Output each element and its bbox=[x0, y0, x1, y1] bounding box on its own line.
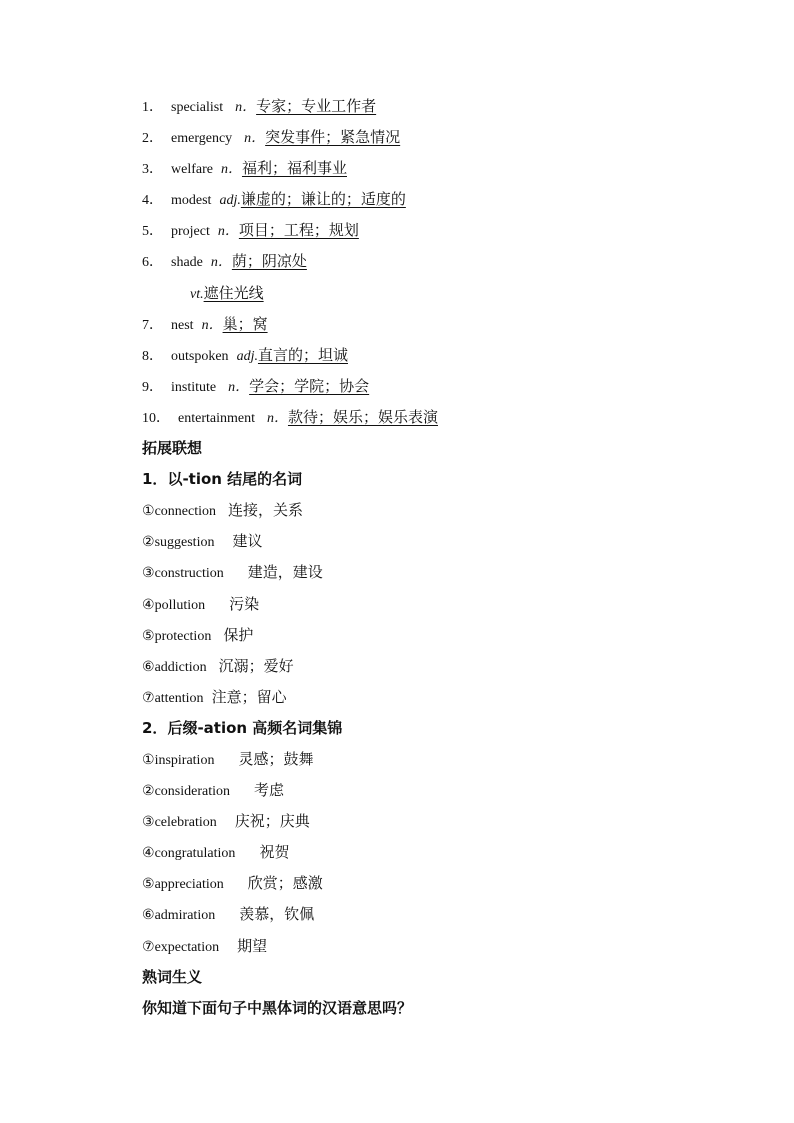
vocab-word: modest bbox=[171, 193, 212, 209]
list-word: addiction bbox=[154, 659, 207, 675]
list-item bbox=[142, 868, 742, 899]
item-mark: ⑤ bbox=[142, 877, 155, 893]
vocab-meaning: 福利；福利事业 bbox=[241, 159, 347, 178]
vocab-meaning: 直言的；坦诚 bbox=[257, 345, 348, 364]
list-word: attention bbox=[154, 690, 204, 706]
item-number: 1． bbox=[142, 100, 163, 115]
list-item bbox=[142, 931, 742, 962]
list-meaning: 期望 bbox=[237, 936, 268, 955]
item-mark: ⑦ bbox=[142, 939, 155, 955]
list-word: protection bbox=[154, 628, 212, 644]
group-number: 2． bbox=[142, 718, 168, 737]
item-number: 4． bbox=[142, 193, 163, 209]
vocab-word: specialist bbox=[171, 100, 224, 115]
vocab-word: welfare bbox=[171, 162, 213, 178]
list-word: appreciation bbox=[154, 877, 224, 893]
item-number: 9． bbox=[142, 379, 163, 395]
group-number: 1． bbox=[142, 470, 168, 489]
item-mark: ⑦ bbox=[142, 690, 155, 706]
vocab-item bbox=[142, 184, 742, 215]
item-mark: ① bbox=[142, 504, 155, 520]
part-of-speech: n． bbox=[201, 317, 223, 333]
vocab-meaning: 突发事件；紧急情况 bbox=[265, 128, 401, 147]
part-of-speech: n． bbox=[220, 162, 242, 178]
item-mark: ① bbox=[142, 752, 155, 768]
vocab-word: institute bbox=[171, 379, 217, 395]
item-mark: ④ bbox=[142, 846, 155, 862]
list-item bbox=[142, 589, 742, 620]
part-of-speech: n． bbox=[235, 100, 257, 115]
list-meaning: 庆祝；庆典 bbox=[234, 812, 310, 831]
vocab-word: outspoken bbox=[171, 348, 229, 364]
item-number: 8． bbox=[142, 348, 163, 364]
list-word: congratulation bbox=[154, 846, 236, 862]
vocab-meaning: 项目；工程；规划 bbox=[238, 221, 359, 240]
list-word: connection bbox=[154, 504, 216, 520]
list-item bbox=[142, 620, 742, 651]
vocab-meaning: 谦虚的；谦让的；适度的 bbox=[240, 190, 406, 209]
vocab-item bbox=[142, 340, 742, 371]
vocab-item bbox=[142, 371, 742, 402]
list-word: construction bbox=[154, 566, 224, 582]
group-title: 后缀-ation 高频名词集锦 bbox=[167, 718, 343, 737]
list-item bbox=[142, 526, 742, 557]
vocab-meaning: 荫；阴凉处 bbox=[231, 252, 307, 271]
vocab-meaning: 款待；娱乐；娱乐表演 bbox=[287, 407, 438, 426]
item-mark: ⑥ bbox=[142, 908, 155, 924]
list-item bbox=[142, 744, 742, 775]
vocab-item bbox=[142, 246, 742, 277]
part-of-speech: n． bbox=[266, 410, 288, 426]
item-number: 5． bbox=[142, 224, 163, 240]
vocab-meaning: 学会；学院；协会 bbox=[249, 376, 370, 395]
vocab-word: nest bbox=[171, 317, 194, 333]
vocab-item bbox=[142, 402, 742, 433]
list-meaning: 考虑 bbox=[253, 781, 284, 800]
item-number: 6． bbox=[142, 255, 163, 271]
list-meaning: 污染 bbox=[229, 594, 260, 613]
list-item bbox=[142, 775, 742, 806]
list-word: admiration bbox=[154, 908, 216, 924]
item-mark: ② bbox=[142, 784, 155, 800]
list-item bbox=[142, 806, 742, 837]
list-word: pollution bbox=[154, 597, 206, 613]
list-meaning: 建造，建设 bbox=[247, 563, 323, 582]
vocab-item bbox=[142, 91, 742, 122]
list-item bbox=[142, 837, 742, 868]
group-title: 以-tion 结尾的名词 bbox=[167, 470, 303, 489]
vocab-meaning: 巢；窝 bbox=[222, 314, 268, 333]
vocab-item bbox=[142, 122, 742, 153]
list-meaning: 沉溺；爱好 bbox=[218, 656, 294, 675]
list-meaning: 灵感；鼓舞 bbox=[238, 749, 314, 768]
part-of-speech: n． bbox=[217, 224, 239, 240]
group-heading bbox=[142, 464, 742, 495]
vocab-word: emergency bbox=[171, 131, 233, 147]
vocab-item-extra bbox=[142, 278, 742, 309]
section-heading-expand: 拓展联想 bbox=[142, 439, 203, 458]
item-number: 7． bbox=[142, 317, 163, 333]
item-mark: ② bbox=[142, 535, 155, 551]
vocab-word: project bbox=[171, 224, 210, 240]
vocab-meaning: 遮住光线 bbox=[203, 283, 264, 302]
list-word: celebration bbox=[154, 815, 217, 831]
question-text: 你知道下面句子中黑体词的汉语意思吗？ bbox=[142, 998, 413, 1017]
section-heading-familiar: 熟词生义 bbox=[142, 967, 203, 986]
vocab-word: shade bbox=[171, 255, 203, 271]
list-meaning: 祝贺 bbox=[259, 843, 290, 862]
list-word: inspiration bbox=[154, 752, 215, 768]
vocab-item bbox=[142, 309, 742, 340]
part-of-speech: n． bbox=[244, 131, 266, 147]
item-mark: ④ bbox=[142, 597, 155, 613]
part-of-speech: vt. bbox=[190, 286, 204, 302]
item-mark: ⑤ bbox=[142, 628, 155, 644]
list-meaning: 羡慕，钦佩 bbox=[239, 905, 315, 924]
list-item bbox=[142, 899, 742, 930]
list-meaning: 保护 bbox=[223, 625, 254, 644]
list-item bbox=[142, 557, 742, 588]
part-of-speech: adj. bbox=[236, 348, 258, 364]
vocab-content bbox=[142, 91, 742, 1024]
list-meaning: 建议 bbox=[232, 532, 263, 551]
item-number: 2． bbox=[142, 131, 163, 147]
item-mark: ⑥ bbox=[142, 659, 155, 675]
item-number: 10． bbox=[142, 410, 170, 426]
vocab-item bbox=[142, 215, 742, 246]
list-word: suggestion bbox=[154, 535, 215, 551]
part-of-speech: adj. bbox=[219, 193, 241, 209]
list-meaning: 连接，关系 bbox=[227, 501, 303, 520]
list-item bbox=[142, 495, 742, 526]
vocab-item bbox=[142, 153, 742, 184]
list-meaning: 注意；留心 bbox=[211, 687, 287, 706]
list-meaning: 欣赏；感激 bbox=[247, 874, 323, 893]
vocab-word: entertainment bbox=[178, 410, 255, 426]
list-word: expectation bbox=[154, 939, 220, 955]
item-mark: ③ bbox=[142, 815, 155, 831]
part-of-speech: n． bbox=[210, 255, 232, 271]
part-of-speech: n． bbox=[228, 379, 250, 395]
group-heading bbox=[142, 713, 742, 744]
vocab-meaning: 专家；专业工作者 bbox=[256, 97, 377, 115]
list-item bbox=[142, 651, 742, 682]
list-item bbox=[142, 682, 742, 713]
list-word: consideration bbox=[154, 784, 230, 800]
item-mark: ③ bbox=[142, 566, 155, 582]
item-number: 3． bbox=[142, 162, 163, 178]
